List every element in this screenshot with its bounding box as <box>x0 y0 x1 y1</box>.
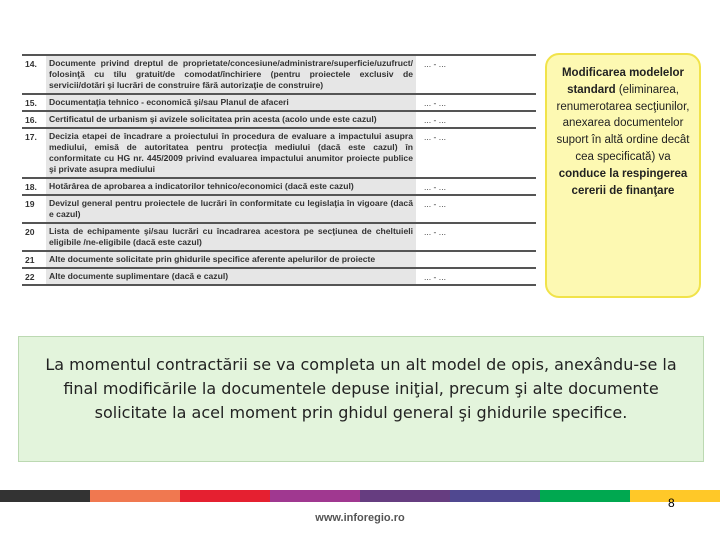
row-text: Alte documente solicitate prin ghidurile specifice aferente apelurilor de proiecte <box>46 252 416 267</box>
row-pages: ... - ... <box>424 115 446 125</box>
table-row <box>22 110 536 127</box>
table-row <box>22 250 536 267</box>
row-text: Decizia etapei de încadrare a proiectului în procedura de evaluare a impactului asupra mediului, emisă de autoritatea pentru protecţia mediului (dacă este cazul) în conformitate cu HG nr. 445/2009 privind evaluarea impactului anumitor proiecte publice şi private asupra mediului <box>46 129 416 177</box>
color-segment <box>90 490 180 502</box>
table-row <box>22 222 536 250</box>
color-segment <box>180 490 270 502</box>
row-number: 17. <box>25 132 37 142</box>
color-bar <box>0 490 720 502</box>
color-segment <box>270 490 360 502</box>
color-segment <box>540 490 630 502</box>
warning-callout <box>545 53 701 298</box>
table-row <box>22 194 536 222</box>
row-number: 21 <box>25 255 35 265</box>
row-text: Devizul general pentru proiectele de lucrări în conformitate cu legislaţia în vigoare (dacă e cazul) <box>46 196 416 222</box>
color-segment <box>360 490 450 502</box>
row-number: 18. <box>25 182 37 192</box>
callout-text: (eliminarea, renumerotarea secţiunilor, anexarea documentelor suport în altă ordine decât cea specificată) va <box>556 83 690 163</box>
row-text: Lista de echipamente şi/sau lucrări cu încadrarea acestora pe secţiunea de cheltuieli eligibile /ne-eligibile (dacă este cazul) <box>46 224 416 250</box>
row-number: 14. <box>25 59 37 69</box>
table-row <box>22 127 536 177</box>
color-segment <box>0 490 90 502</box>
table-row <box>22 93 536 110</box>
row-number: 15. <box>25 98 37 108</box>
documents-table <box>22 54 536 286</box>
row-number: 16. <box>25 115 37 125</box>
table-row <box>22 267 536 286</box>
row-text: Certificatul de urbanism şi avizele solicitatea prin acesta (acolo unde este cazul) <box>46 112 416 127</box>
row-pages <box>416 252 536 255</box>
color-segment <box>630 490 720 502</box>
callout-bold-2: conduce la respingerea cererii de finanţare <box>558 167 688 197</box>
table-row <box>22 177 536 194</box>
row-pages: ... - ... <box>424 59 446 69</box>
color-segment <box>450 490 540 502</box>
row-pages: ... - ... <box>424 182 446 192</box>
row-pages: ... - ... <box>424 199 446 209</box>
row-number: 19 <box>25 199 35 209</box>
page-number: 8 <box>668 496 675 510</box>
row-pages: ... - ... <box>424 227 446 237</box>
row-pages: ... - ... <box>424 272 446 282</box>
row-number: 20 <box>25 227 35 237</box>
row-number: 22 <box>25 272 35 282</box>
table-row <box>22 54 536 93</box>
callout-bold-1: Modificarea modelelor standard <box>561 67 685 96</box>
footer-url: www.inforegio.ro <box>315 512 405 524</box>
row-text: Documente privind dreptul de proprietate/concesiune/administrare/superficie/uzufruct/ folosinţă cu tilu gratuit/de comodat/închiriere (pentru proiectele exclusiv de servicii/dotări şi lucrări de construire fără autorizaţie de construire) <box>46 56 416 93</box>
row-pages: ... - ... <box>424 132 446 142</box>
contract-note: La momentul contractării se va completa un alt model de opis, anexându-se la final modificările la documentele depuse iniţial, precum şi alte documente solicitate la acel moment prin ghidul general şi ghidurile specifice. <box>18 336 704 462</box>
row-text: Hotărârea de aprobarea a indicatorilor tehnico/economici (dacă este cazul) <box>46 179 416 194</box>
row-pages: ... - ... <box>424 98 446 108</box>
row-text: Alte documente suplimentare (dacă e cazul) <box>46 269 416 284</box>
row-text: Documentaţia tehnico - economică şi/sau Planul de afaceri <box>46 95 416 110</box>
